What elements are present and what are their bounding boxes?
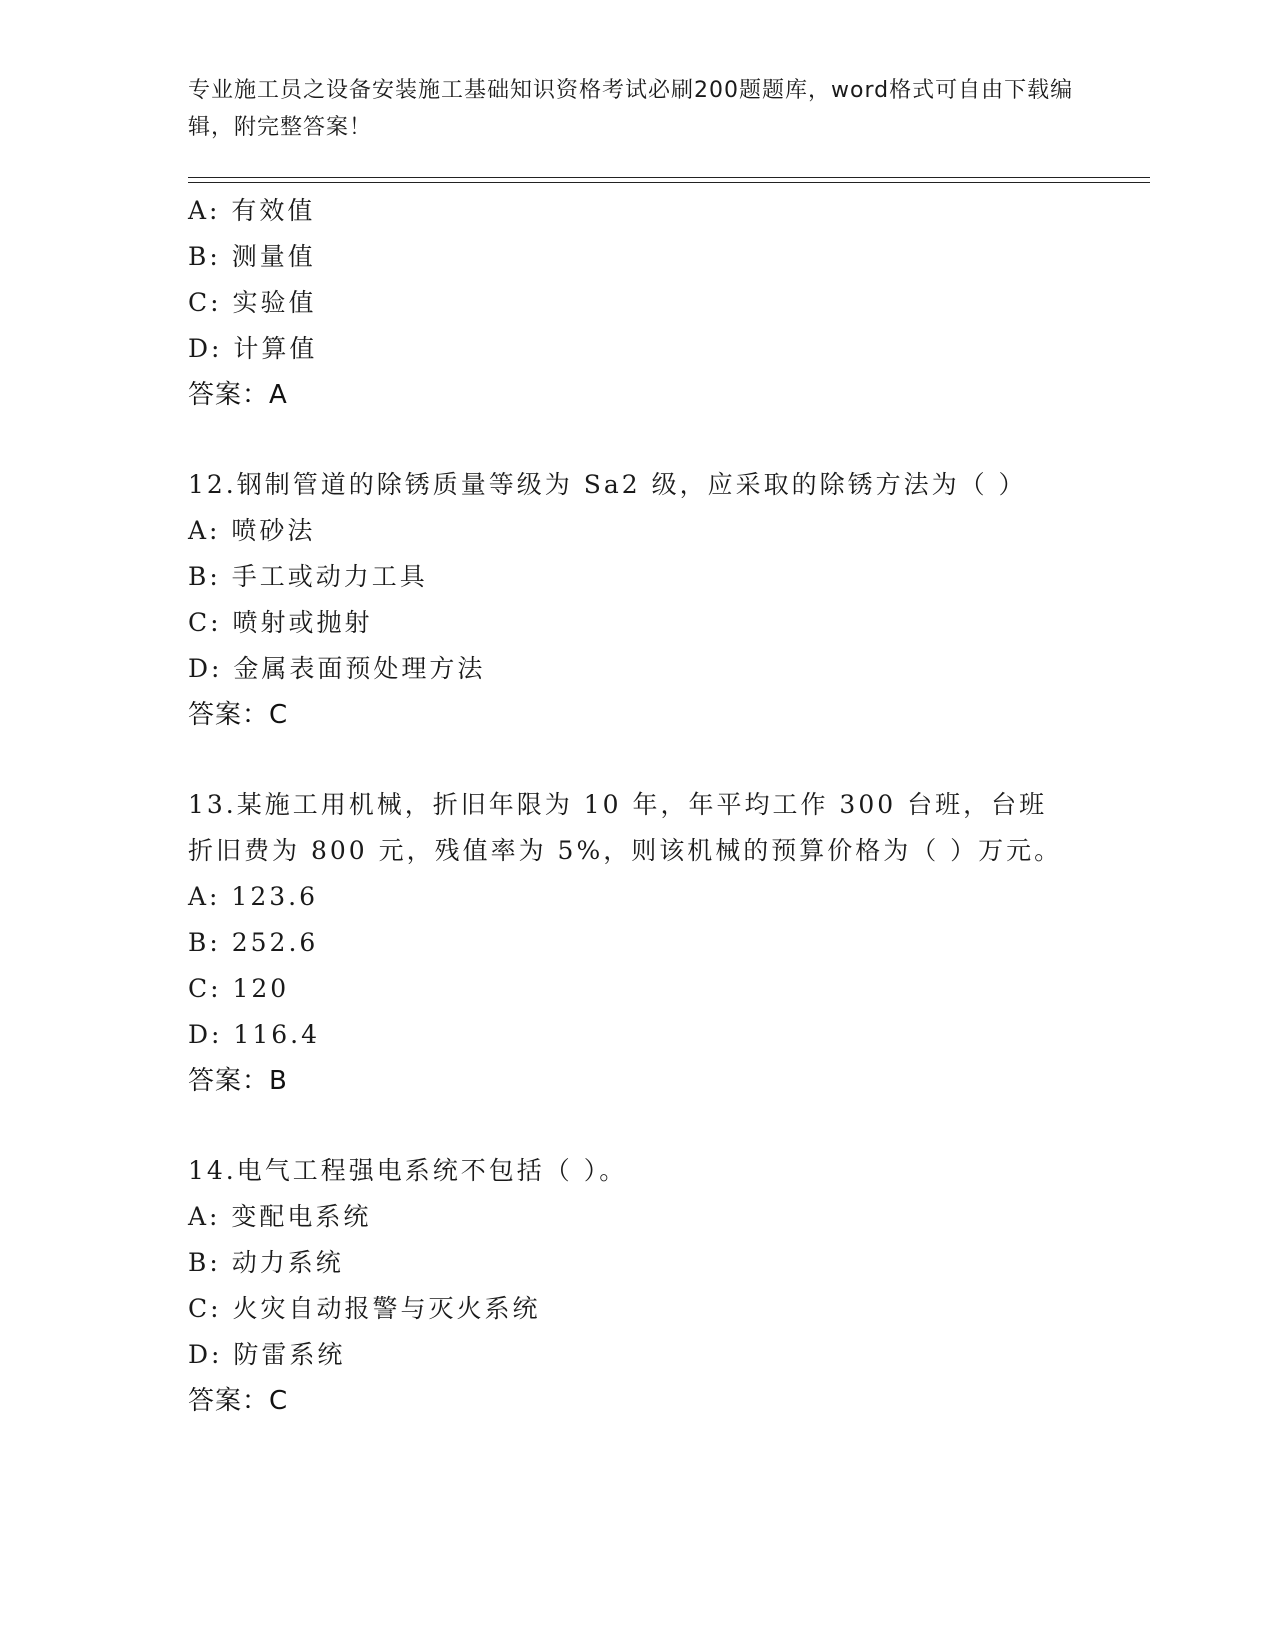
answer: 答案：C (188, 1386, 289, 1416)
answer: 答案：B (188, 1066, 288, 1096)
question-list (188, 188, 1088, 1424)
header-rule-bottom (188, 182, 1150, 183)
option-c: C: 喷射或抛射 (188, 608, 373, 637)
option-a: A: 变配电系统 (188, 1202, 372, 1231)
option-b: B: 测量值 (188, 242, 316, 271)
option-a: A: 喷砂法 (188, 516, 316, 545)
spacer (188, 738, 1088, 782)
option-c: C: 火灾自动报警与灭火系统 (188, 1294, 541, 1323)
option-b: B: 手工或动力工具 (188, 562, 428, 591)
question-stem: 13.某施工用机械，折旧年限为 10 年，年平均工作 300 台班，台班折旧费为 800 元，残值率为 5%，则该机械的预算价格为（ ）万元。 (188, 790, 1063, 865)
option-a: A: 123.6 (188, 882, 318, 911)
option-b: B: 252.6 (188, 928, 319, 957)
option-a: A: 有效值 (188, 196, 316, 225)
question-12 (188, 462, 1088, 738)
question-13 (188, 782, 1088, 1104)
question-stem: 12.钢制管道的除锈质量等级为 Sa2 级，应采取的除锈方法为（ ） (188, 470, 1027, 499)
header-rule-top (188, 177, 1150, 178)
option-c: C: 120 (188, 974, 290, 1003)
answer: 答案：A (188, 380, 288, 410)
answer: 答案：C (188, 700, 289, 730)
option-d: D: 116.4 (188, 1020, 320, 1049)
option-d: D: 金属表面预处理方法 (188, 654, 486, 683)
spacer (188, 1104, 1088, 1148)
option-b: B: 动力系统 (188, 1248, 344, 1277)
question-11 (188, 188, 1088, 418)
option-c: C: 实验值 (188, 288, 317, 317)
question-stem: 14.电气工程强电系统不包括（ ）。 (188, 1156, 628, 1185)
option-d: D: 计算值 (188, 334, 318, 363)
question-14 (188, 1148, 1088, 1424)
option-d: D: 防雷系统 (188, 1340, 346, 1369)
spacer (188, 418, 1088, 462)
document-header: 专业施工员之设备安装施工基础知识资格考试必刷200题题库，word格式可自由下载编辑，附完整答案！ (188, 78, 1074, 140)
